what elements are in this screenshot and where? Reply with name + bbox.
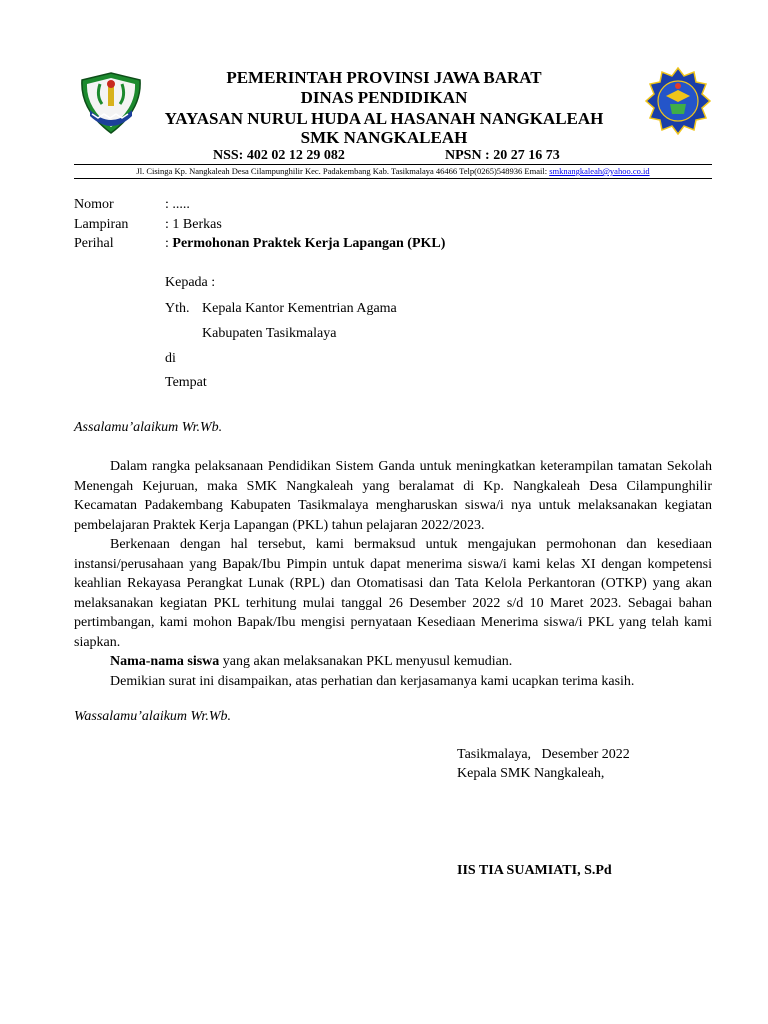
header-department: DINAS PENDIDIKAN <box>300 88 468 107</box>
body-paragraph-1: Dalam rangka pelaksanaan Pendidikan Sistem Ganda untuk meningkatkan keterampilan tamatan Sekolah Menengah Kejuruan, maka SMK Nangkaleah yang beralamat di Kp. Nangkaleah Desa Cilampunghilir Kecamatan Padakembang Kabupaten Tasikmalaya mengharuskan siswa/i nya untuk melaksanakan kegiatan pembelajaran Praktek Kerja Lapangan (PKL) tahun pelajaran 2022/2023. <box>74 459 712 533</box>
perihal-label: Perihal <box>74 236 114 251</box>
header-npsn: NPSN : 20 27 16 73 <box>445 148 560 163</box>
closing-greeting: Wassalamu’alaikum Wr.Wb. <box>74 709 231 724</box>
signature-place-date: Tasikmalaya, Desember 2022 <box>457 747 630 762</box>
recipient-di: di <box>165 351 176 366</box>
header-government: PEMERINTAH PROVINSI JAWA BARAT <box>226 68 542 87</box>
body-paragraph-2: Berkenaan dengan hal tersebut, kami bermaksud untuk mengajukan permohonan dan kesediaan instansi/perusahaan yang Bapak/Ibu Pimpin untuk dapat menerima siswa/i kami kelas XI dengan kompetensi keahlian Rekayasa Perangkat Lunak (RPL) dan Otomatisasi dan Tata Kelola Perkantoran (OTKP) yang akan melaksanakan kegiatan PKL terhitung mulai tanggal 26 Desember 2022 s/d 10 Maret 2023. Sebagai bahan pertimbangan, kami mohon Bapak/Ibu mengisi pernyataan Kesediaan Menerima siswa/i PKL yang telah kami siapkan. <box>74 537 712 650</box>
school-email-link[interactable]: smknangkaleah@yahoo.co.id <box>549 166 650 176</box>
header-rule-top <box>74 164 712 165</box>
body-paragraph-3 <box>74 652 712 672</box>
recipient-tempat: Tempat <box>165 375 207 390</box>
body-paragraph-3-rest: yang akan melaksanakan PKL menyusul kemudian. <box>219 654 513 669</box>
header-rule-bottom <box>74 178 712 179</box>
header-school: SMK NANGKALEAH <box>300 128 468 147</box>
lampiran-label: Lampiran <box>74 217 129 232</box>
kepada-label: Kepada : <box>165 275 216 290</box>
signature-position: Kepala SMK Nangkaleah, <box>457 766 605 781</box>
header-foundation: YAYASAN NURUL HUDA AL HASANAH NANGKALEAH <box>164 109 604 128</box>
nomor-value: : ..... <box>165 197 190 212</box>
perihal-colon: : <box>165 236 173 251</box>
perihal-field <box>165 236 445 252</box>
letter-body <box>74 457 712 691</box>
recipient-line1: Kepala Kantor Kementrian Agama <box>202 301 397 316</box>
signature-name: IIS TIA SUAMIATI, S.Pd <box>457 863 612 878</box>
address-text: Jl. Cisinga Kp. Nangkaleah Desa Cilampunghilir Kec. Padakembang Kab. Tasikmalaya 46466 Telp(0265)548936 Email: <box>136 166 550 176</box>
greeting: Assalamu’alaikum Wr.Wb. <box>74 420 223 435</box>
header-address <box>74 166 712 176</box>
header-nss: NSS: 402 02 12 29 082 <box>213 148 345 163</box>
recipient-line2: Kabupaten Tasikmalaya <box>202 326 337 341</box>
yth-label: Yth. <box>165 301 190 316</box>
lampiran-value: : 1 Berkas <box>165 217 222 232</box>
perihal-value: Permohonan Praktek Kerja Lapangan (PKL) <box>172 236 446 251</box>
body-paragraph-4: Demikian surat ini disampaikan, atas perhatian dan kerjasamanya kami ucapkan terima kasih. <box>110 673 635 689</box>
body-paragraph-3-bold: Nama-nama siswa <box>110 654 220 669</box>
nomor-label: Nomor <box>74 197 114 212</box>
